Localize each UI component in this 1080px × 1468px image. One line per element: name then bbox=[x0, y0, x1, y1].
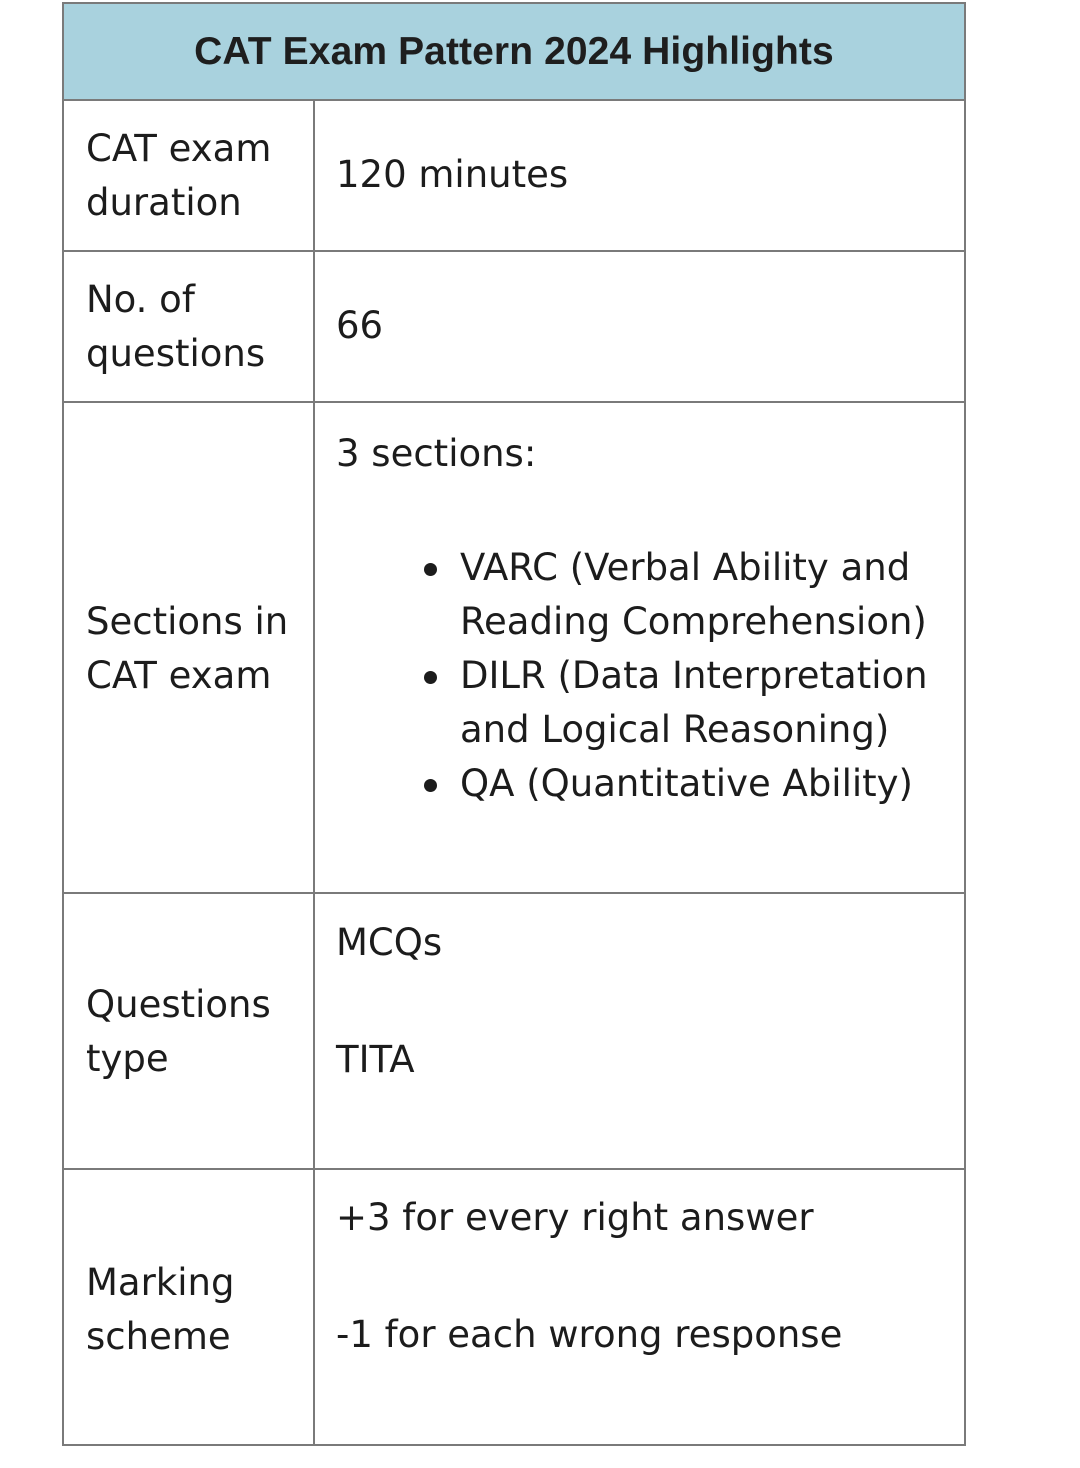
section-list bbox=[416, 541, 928, 811]
row-value-mcqs: MCQs bbox=[336, 921, 443, 964]
table-row-marking-scheme bbox=[64, 1170, 964, 1444]
section-item-line: Reading Comprehension) bbox=[460, 600, 927, 643]
row-label-sections: Sections in CAT exam bbox=[86, 600, 289, 697]
table-row-duration bbox=[64, 101, 964, 252]
row-value-tita: TITA bbox=[336, 1038, 415, 1081]
exam-pattern-table bbox=[62, 2, 966, 1446]
section-item-line: and Logical Reasoning) bbox=[460, 708, 890, 751]
list-item bbox=[416, 757, 928, 811]
bullet-icon bbox=[424, 563, 437, 576]
row-value-sections: 3 sections: bbox=[336, 432, 537, 475]
section-item-line: QA (Quantitative Ability) bbox=[460, 762, 913, 805]
list-item bbox=[416, 541, 928, 649]
table-row-sections bbox=[64, 403, 964, 894]
section-item-line: VARC (Verbal Ability and bbox=[460, 546, 911, 589]
table-header bbox=[64, 4, 964, 101]
bullet-icon bbox=[424, 779, 437, 792]
row-value-right-answer: +3 for every right answer bbox=[336, 1196, 814, 1239]
section-item-line: DILR (Data Interpretation bbox=[460, 654, 928, 697]
bullet-icon bbox=[424, 671, 437, 684]
table-row-questions bbox=[64, 252, 964, 403]
row-label-marking-scheme: Marking scheme bbox=[86, 1261, 235, 1358]
row-label-questions: No. of questions bbox=[86, 278, 266, 375]
list-item bbox=[416, 649, 928, 757]
table-title: CAT Exam Pattern 2024 Highlights bbox=[194, 29, 834, 73]
row-label-duration: CAT exam duration bbox=[86, 127, 272, 224]
row-value-duration: 120 minutes bbox=[336, 153, 569, 196]
table-row-question-type bbox=[64, 894, 964, 1170]
row-value-wrong-response: -1 for each wrong response bbox=[336, 1313, 843, 1356]
row-value-questions: 66 bbox=[336, 304, 384, 347]
row-label-question-type: Questions type bbox=[86, 983, 271, 1080]
